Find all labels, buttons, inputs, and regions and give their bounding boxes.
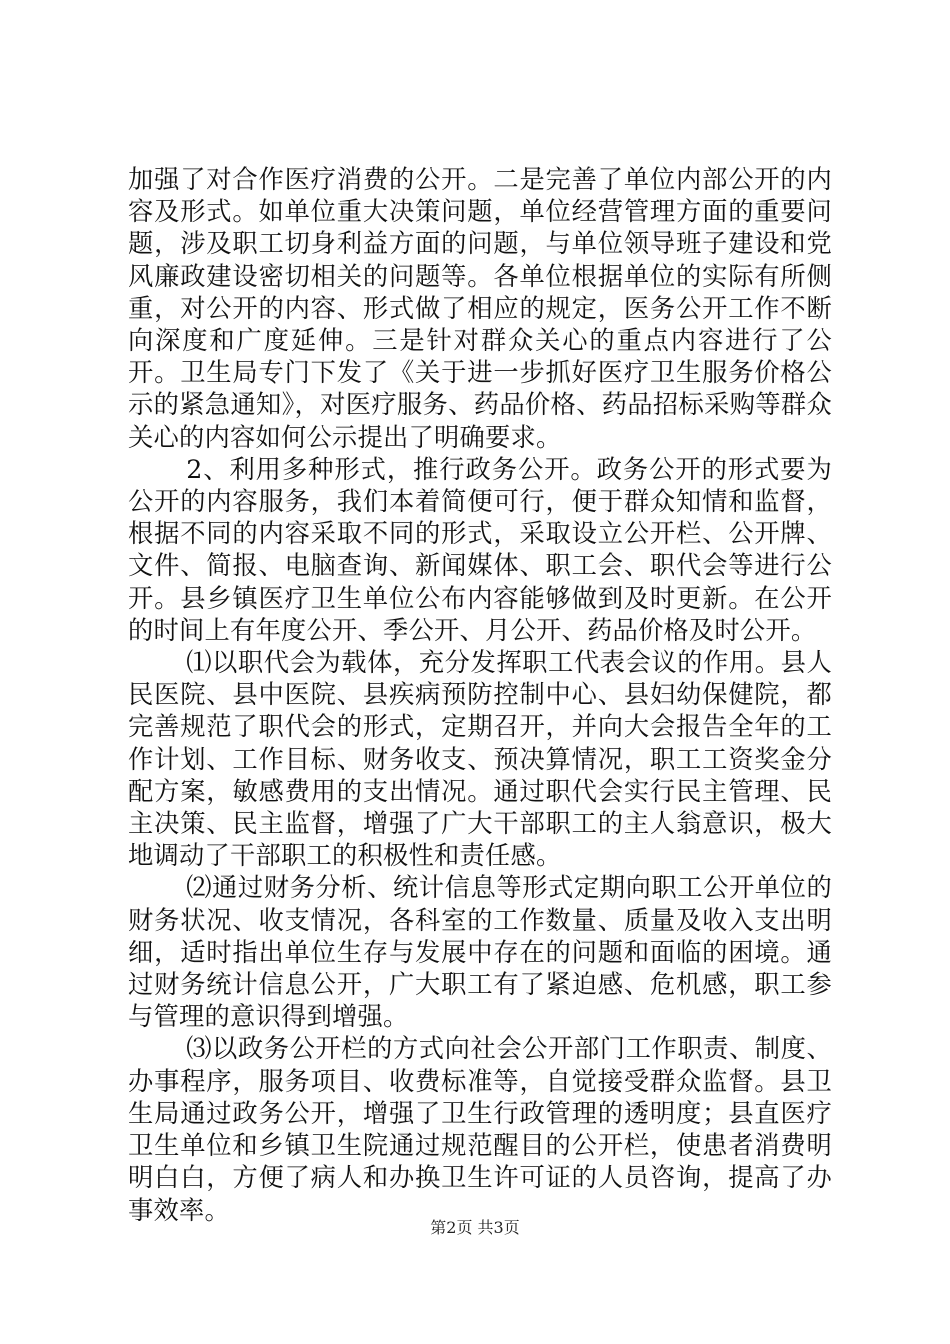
paragraph-continued-disclosure: 加强了对合作医疗消费的公开。二是完善了单位内部公开的内容及形式。如单位重大决策问题，单位经营管理方面的重要问题，涉及职工切身利益方面的问题，与单位领导班子建设和党风廉政建设密切相关的问题等。各单位根据单位的实际有所侧重，对公开的内容、形式做了相应的规定，医务公开工作不断向深度和广度延伸。三是针对群众关心的重点内容进行了公开。卫生局专门下发了《关于进一步抓好医疗卫生服务价格公示的紧急通知》，对医疗服务、药品价格、药品招标采购等群众关心的内容如何公示提出了明确要求。 <box>128 165 832 452</box>
paragraph-item-3: ⑶以政务公开栏的方式向社会公开部门工作职责、制度、办事程序，服务项目、收费标准等，自觉接受群众监督。县卫生局通过政务公开，增强了卫生行政管理的透明度；县直医疗卫生单位和乡镇卫生院通过规范醒目的公开栏，使患者消费明明白白，方便了病人和办换卫生许可证的人员咨询，提高了办事效率。 <box>128 1034 832 1225</box>
paragraph-section-2: 2、利用多种形式，推行政务公开。政务公开的形式要为公开的内容服务，我们本着简便可行，便于群众知情和监督，根据不同的内容采取不同的形式，采取设立公开栏、公开牌、文件、简报、电脑查询、新闻媒体、职工会、职代会等进行公开。县乡镇医疗卫生单位公布内容能够做到及时更新。在公开的时间上有年度公开、季公开、月公开、药品价格及时公开。 <box>128 454 832 645</box>
page-footer: 第2页 共3页 <box>430 1218 520 1237</box>
paragraph-item-2: ⑵通过财务分析、统计信息等形式定期向职工公开单位的财务状况、收支情况，各科室的工作数量、质量及收入支出明细，适时指出单位生存与发展中存在的问题和面临的困境。通过财务统计信息公开，广大职工有了紧迫感、危机感，职工参与管理的意识得到增强。 <box>128 873 832 1032</box>
paragraph-item-1: ⑴以职代会为载体，充分发挥职工代表会议的作用。县人民医院、县中医院、县疾病预防控制中心、县妇幼保健院，都完善规范了职代会的形式，定期召开，并向大会报告全年的工作计划、工作目标、财务收支、预决算情况，职工工资奖金分配方案，敏感费用的支出情况。通过职代会实行民主管理、民主决策、民主监督，增强了广大干部职工的主人翁意识，极大地调动了干部职工的积极性和责任感。 <box>128 648 832 871</box>
document-body <box>128 164 832 1227</box>
